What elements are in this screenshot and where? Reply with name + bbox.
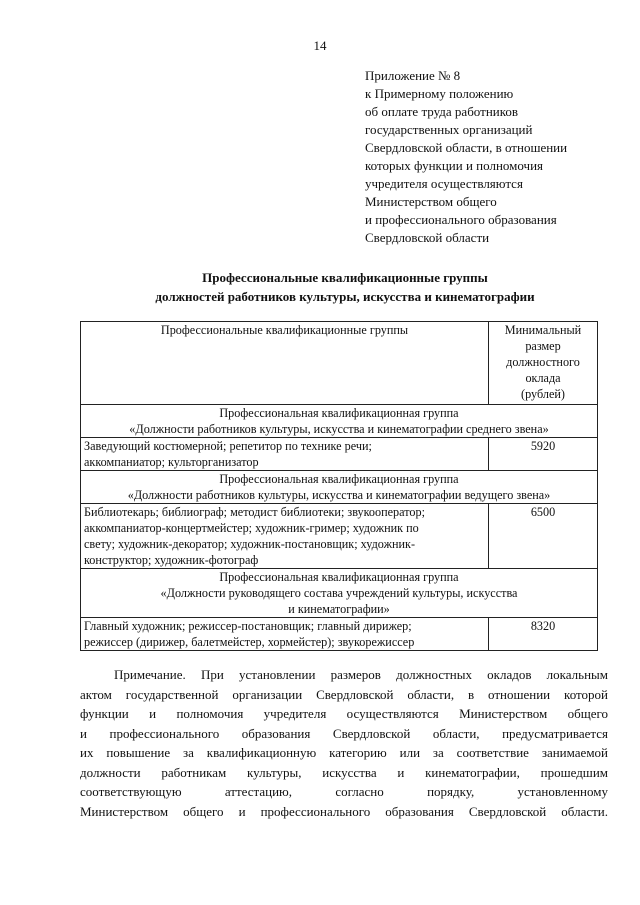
document-title bbox=[80, 268, 610, 306]
appendix-line: которых функции и полномочия bbox=[365, 158, 544, 173]
group-heading-row bbox=[81, 471, 598, 504]
header-salary-line: Минимальный bbox=[504, 323, 582, 337]
note-line: и профессионального образования Свердловской области, предусматривается bbox=[80, 725, 608, 741]
table-row bbox=[81, 504, 598, 569]
header-salary-line: должностного bbox=[506, 355, 580, 369]
title-line: должностей работников культуры, искусства и кинематографии bbox=[155, 289, 535, 304]
group-heading-row bbox=[81, 569, 598, 618]
positions-line: конструктор; художник-фотограф bbox=[84, 553, 259, 567]
table-row bbox=[81, 618, 598, 651]
positions-line: режиссер (дирижер, балетмейстер, хормейстер); звукорежиссер bbox=[84, 635, 415, 649]
positions-line: аккомпаниатор-концертмейстер; художник-гример; художник по bbox=[84, 521, 419, 535]
note-line: функции и полномочия учредителя осуществляются Министерством общего bbox=[80, 706, 608, 721]
appendix-line: учредителя осуществляются bbox=[365, 176, 523, 191]
note-line: соответствующую аттестацию, согласно порядку, установленному bbox=[80, 784, 608, 799]
positions-cell bbox=[81, 618, 489, 651]
group-heading-cell bbox=[81, 471, 598, 504]
appendix-line: Свердловской области, в отношении bbox=[365, 140, 568, 155]
salary-cell: 6500 bbox=[489, 504, 598, 569]
qualification-groups-table bbox=[80, 321, 598, 651]
group-heading-line: Профессиональная квалификационная группа bbox=[219, 406, 459, 420]
header-groups-cell: Профессиональные квалификационные группы bbox=[81, 322, 489, 405]
table-header-row bbox=[81, 322, 598, 405]
group-heading-line: «Должности работников культуры, искусства и кинематографии ведущего звена» bbox=[127, 488, 551, 502]
appendix-line: и профессионального образования bbox=[365, 212, 557, 227]
positions-line: свету; художник-декоратор; художник-постановщик; художник- bbox=[84, 537, 416, 551]
appendix-line: Свердловской области bbox=[365, 230, 490, 245]
note-line: должности работникам культуры, искусства и кинематографии, прошедшим bbox=[80, 764, 608, 780]
positions-cell bbox=[81, 438, 489, 471]
positions-cell bbox=[81, 504, 489, 569]
group-heading-cell bbox=[81, 405, 598, 438]
group-heading-line: «Должности работников культуры, искусства и кинематографии среднего звена» bbox=[129, 422, 549, 436]
page-number: 14 bbox=[313, 38, 327, 53]
group-heading-line: Профессиональная квалификационная группа bbox=[219, 570, 459, 584]
header-salary-cell bbox=[489, 322, 598, 405]
positions-line: Главный художник; режиссер-постановщик; главный дирижер; bbox=[84, 619, 412, 633]
salary-cell: 8320 bbox=[489, 618, 598, 651]
positions-line: аккомпаниатор; культорганизатор bbox=[84, 455, 259, 469]
header-salary-line: размер bbox=[525, 339, 561, 353]
table-row bbox=[81, 438, 598, 471]
positions-line: Заведующий костюмерной; репетитор по технике речи; bbox=[84, 439, 372, 453]
header-salary-line: (рублей) bbox=[521, 387, 565, 401]
note-paragraph bbox=[80, 665, 608, 821]
appendix-line: к Примерному положению bbox=[365, 86, 514, 101]
note-line: Министерством общего и профессионального образования Свердловской области. bbox=[80, 803, 608, 819]
appendix-line: Министерством общего bbox=[365, 194, 497, 209]
group-heading-line: Профессиональная квалификационная группа bbox=[219, 472, 459, 486]
appendix-line: Приложение № 8 bbox=[365, 68, 461, 83]
salary-cell: 5920 bbox=[489, 438, 598, 471]
title-line: Профессиональные квалификационные группы bbox=[202, 270, 488, 285]
group-heading-row bbox=[81, 405, 598, 438]
appendix-line: об оплате труда работников bbox=[365, 104, 519, 119]
group-heading-line: «Должности руководящего состава учреждений культуры, искусства bbox=[160, 586, 518, 600]
group-heading-cell bbox=[81, 569, 598, 618]
note-line: Примечание. При установлении размеров должностных окладов локальным bbox=[114, 667, 608, 682]
note-line: их повышение за квалификационную категорию или за соответствие занимаемой bbox=[80, 745, 608, 760]
note-line: актом государственной организации Свердловской области, в отношении которой bbox=[80, 686, 608, 702]
appendix-block bbox=[365, 67, 625, 247]
appendix-line: государственных организаций bbox=[365, 122, 533, 137]
positions-line: Библиотекарь; библиограф; методист библиотеки; звукооператор; bbox=[84, 505, 425, 519]
group-heading-line: и кинематографии» bbox=[288, 602, 390, 616]
header-salary-line: оклада bbox=[525, 371, 561, 385]
